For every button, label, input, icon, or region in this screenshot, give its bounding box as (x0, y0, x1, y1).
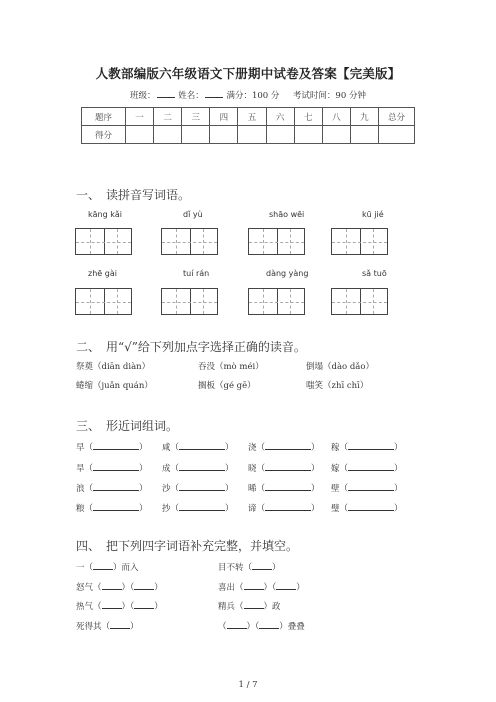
score-cell[interactable] (154, 126, 182, 144)
idiom-middle: ）（ (121, 583, 135, 593)
pinyin-label: dàng yàng (266, 269, 309, 278)
reading-choice[interactable]: 搁板（gé gē） (198, 381, 256, 391)
idiom-suffix: ）政 (263, 602, 281, 612)
name-label: 姓名： (178, 91, 204, 101)
idiom-item (76, 581, 163, 593)
score-header-cell: 二 (154, 108, 182, 126)
section-number: 二、 (76, 340, 101, 354)
score-header-cell: 六 (266, 108, 294, 126)
answer-blank[interactable] (93, 441, 139, 450)
writing-box[interactable] (161, 288, 218, 315)
idiom-suffix: ） (130, 622, 139, 632)
word-char: 旱 (76, 464, 85, 474)
idiom-prefix: 喜出（ (218, 583, 244, 593)
answer-blank[interactable] (179, 441, 225, 450)
section-number: 一、 (76, 188, 101, 202)
writing-box[interactable] (75, 228, 132, 255)
score-cell[interactable] (266, 126, 294, 144)
answer-blank[interactable] (227, 620, 247, 629)
answer-blank[interactable] (348, 502, 394, 511)
word-char: 粮 (76, 504, 85, 514)
idiom-item (218, 561, 281, 573)
word-item: 粮（ ） (76, 504, 148, 514)
score-header-row (82, 108, 415, 126)
score-header-cell: 一 (126, 108, 154, 126)
word-char: 早 (76, 443, 85, 453)
word-char: 咸 (162, 443, 171, 453)
word-item: 咸（ ） (162, 443, 234, 453)
score-header-cell: 五 (238, 108, 266, 126)
answer-blank[interactable] (93, 482, 139, 491)
answer-blank[interactable] (93, 561, 113, 570)
page-number: 1 / 7 (238, 680, 258, 690)
answer-blank[interactable] (265, 441, 311, 450)
class-label: 班级： (130, 91, 156, 101)
idiom-middle: ）（ (121, 602, 135, 612)
score-cell[interactable] (238, 126, 266, 144)
answer-blank[interactable] (179, 482, 225, 491)
section-2-heading (76, 338, 306, 355)
answer-blank[interactable] (179, 502, 225, 511)
score-header-cell: 四 (210, 108, 238, 126)
idiom-suffix: ）而入 (113, 563, 139, 573)
score-header-cell: 题序 (82, 108, 126, 126)
section-title: 形近词组词。 (106, 419, 179, 433)
answer-blank[interactable] (102, 600, 122, 609)
reading-choice[interactable]: 祭奠（diān diàn） (76, 362, 151, 372)
score-cell[interactable] (126, 126, 154, 144)
word-item: 抄（ ） (162, 504, 234, 514)
word-char: 沙 (162, 484, 171, 494)
section-title: 把下列四字词语补充完整，并填空。 (106, 539, 299, 553)
answer-blank[interactable] (244, 600, 264, 609)
word-item: 早（ ） (76, 443, 148, 453)
word-char: 浪 (76, 484, 85, 494)
section-3-heading (76, 417, 178, 434)
idiom-middle: ）（ (263, 583, 277, 593)
section-number: 四、 (76, 539, 101, 553)
word-char: 谛 (248, 504, 257, 514)
word-char: 嫁 (331, 464, 340, 474)
word-char: 浇 (248, 443, 257, 453)
idiom-prefix: 怒气（ (76, 583, 102, 593)
idiom-item (218, 620, 305, 632)
score-row-label: 得分 (82, 126, 126, 144)
section-title: 用“√”给下列加点字选择正确的读音。 (106, 340, 306, 354)
answer-blank[interactable] (348, 462, 394, 471)
pinyin-label: zhē gài (88, 269, 117, 278)
score-cell[interactable] (210, 126, 238, 144)
section-title: 读拼音写词语。 (106, 188, 191, 202)
idiom-prefix: 死得其（ (76, 622, 111, 632)
idiom-prefix: 热气（ (76, 602, 102, 612)
idiom-item (218, 581, 305, 593)
writing-box[interactable] (75, 288, 132, 315)
section-number: 三、 (76, 419, 101, 433)
word-item: 谛（ ） (248, 504, 320, 514)
answer-blank[interactable] (252, 561, 272, 570)
writing-box[interactable] (161, 228, 218, 255)
answer-blank[interactable] (276, 581, 296, 590)
score-cell[interactable] (379, 126, 415, 144)
idiom-suffix: ） (296, 583, 305, 593)
answer-blank[interactable] (134, 581, 154, 590)
writing-box[interactable] (331, 288, 388, 315)
answer-blank[interactable] (265, 502, 311, 511)
answer-blank[interactable] (134, 600, 154, 609)
idiom-suffix: ） (154, 602, 163, 612)
word-char: 成 (162, 464, 171, 474)
word-item: 稼（ ） (331, 443, 403, 453)
idiom-prefix: 精兵（ (218, 602, 244, 612)
word-char: 抄 (162, 504, 171, 514)
idiom-prefix: 一（ (76, 563, 94, 573)
answer-blank[interactable] (93, 502, 139, 511)
answer-blank[interactable] (93, 462, 139, 471)
class-blank[interactable] (157, 90, 175, 98)
word-item: 浇（ ） (248, 443, 320, 453)
answer-blank[interactable] (110, 620, 130, 629)
writing-box[interactable] (248, 228, 305, 255)
name-blank[interactable] (205, 90, 223, 98)
full-score: 满分：100 分 (226, 91, 280, 101)
answer-blank[interactable] (265, 482, 311, 491)
idiom-item (76, 561, 139, 573)
answer-blank[interactable] (265, 462, 311, 471)
answer-blank[interactable] (179, 462, 225, 471)
word-item: 旱（ ） (76, 464, 148, 474)
word-item: 璧（ ） (331, 504, 403, 514)
answer-blank[interactable] (348, 482, 394, 491)
pinyin-label: shāo wēi (269, 210, 305, 219)
score-header-cell: 七 (294, 108, 322, 126)
writing-box[interactable] (248, 288, 305, 315)
word-item: 浪（ ） (76, 484, 148, 494)
reading-choice[interactable]: 蜷缩（juǎn quán） (76, 381, 153, 391)
idiom-suffix: ） (272, 563, 281, 573)
section-1-heading (76, 186, 190, 203)
pinyin-label: sǎ tuō (362, 269, 387, 278)
reading-choice[interactable]: 倒塌（dào dǎo） (306, 362, 374, 372)
student-info-line (0, 89, 496, 101)
idiom-suffix: ） (154, 583, 163, 593)
idiom-middle: ）（ (246, 622, 260, 632)
pinyin-label: kū jié (362, 210, 384, 219)
pinyin-label: tuí rán (183, 269, 210, 278)
reading-choice[interactable]: 吞没（mò méi） (198, 362, 264, 372)
pinyin-label: kāng kǎi (88, 210, 122, 219)
word-item: 嫁（ ） (331, 464, 403, 474)
word-char: 璧 (331, 504, 340, 514)
idiom-item (76, 600, 163, 612)
word-item: 成（ ） (162, 464, 234, 474)
score-cell[interactable] (294, 126, 322, 144)
score-cell[interactable] (322, 126, 350, 144)
score-cell[interactable] (350, 126, 378, 144)
score-header-cell: 八 (322, 108, 350, 126)
word-char: 壁 (331, 484, 340, 494)
section-4-heading (76, 537, 298, 554)
answer-blank[interactable] (348, 441, 394, 450)
writing-box[interactable] (331, 228, 388, 255)
word-item: 晞（ ） (248, 484, 320, 494)
exam-time: 考试时间：90 分钟 (292, 91, 366, 101)
score-header-cell: 九 (350, 108, 378, 126)
score-value-row (82, 126, 415, 144)
word-char: 晓 (248, 464, 257, 474)
score-header-cell: 三 (182, 108, 210, 126)
word-item: 沙（ ） (162, 484, 234, 494)
score-cell[interactable] (182, 126, 210, 144)
pinyin-label: dǐ yù (183, 210, 203, 219)
idiom-prefix: （ (218, 622, 227, 632)
score-header-cell: 总分 (379, 108, 415, 126)
word-item: 晓（ ） (248, 464, 320, 474)
idiom-item (76, 620, 139, 632)
answer-blank[interactable] (244, 581, 264, 590)
score-table (81, 107, 415, 144)
word-char: 晞 (248, 484, 257, 494)
answer-blank[interactable] (102, 581, 122, 590)
idiom-suffix: ）叠叠 (279, 622, 305, 632)
document-title: 人教部编版六年级语文下册期中试卷及答案【完美版】 (95, 66, 401, 81)
idiom-item (218, 600, 281, 612)
answer-blank[interactable] (259, 620, 279, 629)
reading-choice[interactable]: 嗤笑（zhī chī） (306, 381, 369, 391)
word-char: 稼 (331, 443, 340, 453)
idiom-prefix: 目不转（ (218, 563, 253, 573)
word-item: 壁（ ） (331, 484, 403, 494)
